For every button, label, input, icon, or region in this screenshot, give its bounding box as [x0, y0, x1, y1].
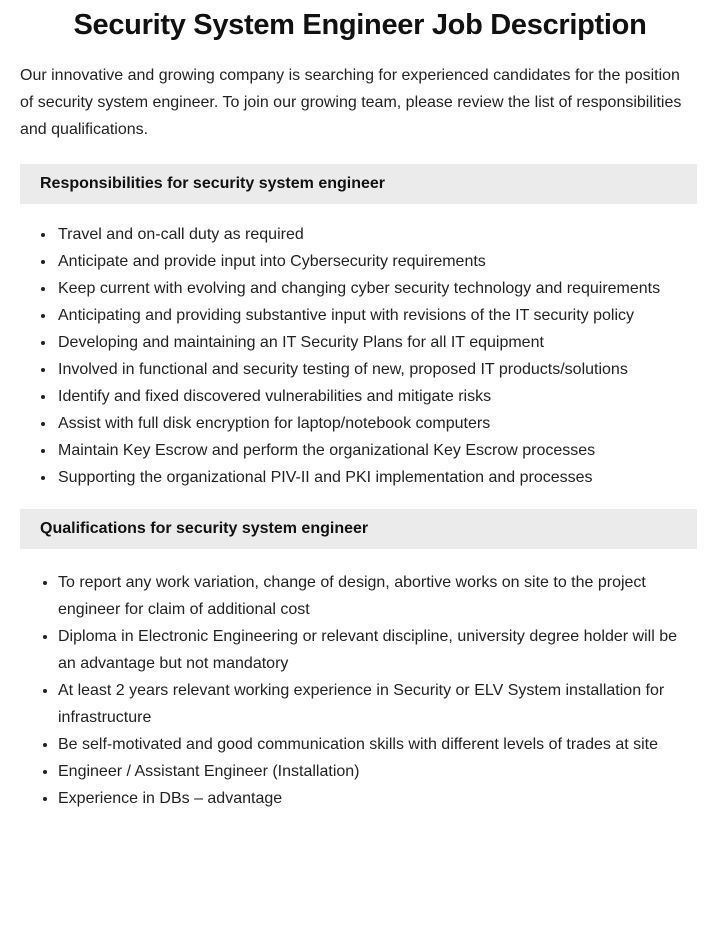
list-item: Keep current with evolving and changing cyber security technology and requirements [0, 275, 698, 302]
list-item: Be self-motivated and good communication skills with different levels of trades at site [0, 731, 698, 758]
page-title: Security System Engineer Job Description [73, 9, 647, 41]
list-item: Assist with full disk encryption for laptop/notebook computers [0, 410, 698, 437]
intro-paragraph: Our innovative and growing company is searching for experienced candidates for the position of security system engineer. To join our growing team, please review the list of responsibilities and qualifications. [20, 67, 682, 138]
list-item: To report any work variation, change of design, abortive works on site to the project engineer for claim of additional cost [0, 569, 698, 623]
list-item: At least 2 years relevant working experience in Security or ELV System installation for infrastructure [0, 677, 698, 731]
responsibilities-list [0, 204, 720, 491]
qualifications-heading: Qualifications for security system engineer [40, 520, 369, 537]
list-item: Experience in DBs – advantage [0, 785, 698, 812]
list-item: Travel and on-call duty as required [0, 221, 698, 248]
list-item: Engineer / Assistant Engineer (Installation) [0, 758, 698, 785]
qualifications-list [0, 549, 720, 812]
responsibilities-heading: Responsibilities for security system engineer [40, 175, 386, 192]
qualifications-header-band [20, 509, 697, 549]
responsibilities-header-band [20, 164, 697, 204]
list-item: Anticipate and provide input into Cybersecurity requirements [0, 248, 698, 275]
section-qualifications [0, 509, 720, 812]
list-item: Developing and maintaining an IT Security Plans for all IT equipment [0, 329, 698, 356]
list-item: Supporting the organizational PIV-II and PKI implementation and processes [0, 464, 698, 491]
list-item: Maintain Key Escrow and perform the organizational Key Escrow processes [0, 437, 698, 464]
list-item: Anticipating and providing substantive input with revisions of the IT security policy [0, 302, 698, 329]
list-item: Diploma in Electronic Engineering or relevant discipline, university degree holder will be an advantage but not mandatory [0, 623, 698, 677]
list-item: Identify and fixed discovered vulnerabilities and mitigate risks [0, 383, 698, 410]
list-item: Involved in functional and security testing of new, proposed IT products/solutions [0, 356, 698, 383]
section-responsibilities [0, 164, 720, 491]
